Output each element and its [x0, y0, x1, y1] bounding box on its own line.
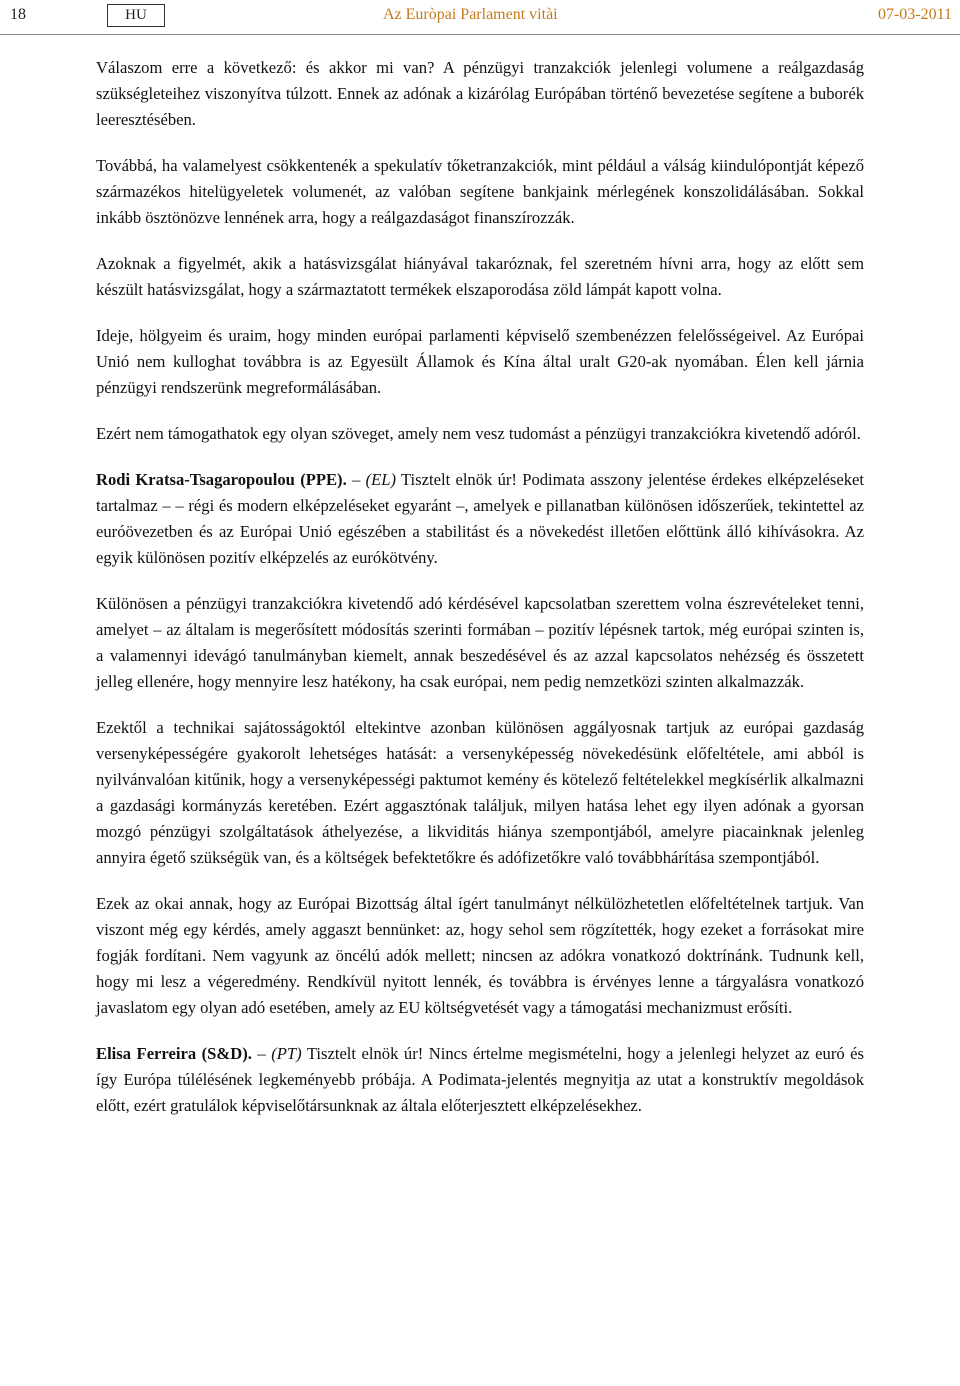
paragraph-3: Azoknak a figyelmét, akik a hatásvizsgálat hiányával takaróznak, fel szeretném hívni arra, hogy az előtt sem készült hatásvizsgálat, hogy a származtatott termékek elszaporodása zöld lámpát kapott volna.: [96, 254, 864, 299]
paragraph-2: Továbbá, ha valamelyest csökkentenék a spekulatív tőketranzakciók, mint például a válság kiindulópontját képező származékos hitelügyeletek volumenét, az valóban segítene bankjaink mérlegének konszolidálásában. Sokkal inkább ösztönözve lennének arra, hogy a reálgazdaságot finanszírozzák.: [96, 156, 864, 227]
paragraph-5: Ezért nem támogathatok egy olyan szöveget, amely nem vesz tudomást a pénzügyi tranzakciókra kivetendő adóról.: [96, 424, 861, 443]
paragraph-1: Válaszom erre a következő: és akkor mi van? A pénzügyi tranzakciók jelenlegi volumene a reálgazdaság szükségleteihez viszonyítva túlzott. Ennek az adónak a kizárólag Európában történő bevezetése segítene a buborék leeresztésében.: [96, 58, 864, 129]
speaker-name: Rodi Kratsa-Tsagaropoulou (PPE).: [96, 470, 347, 489]
session-date: 07-03-2011: [877, 6, 952, 23]
speech-language: (PT): [271, 1044, 302, 1063]
document-body: [96, 55, 864, 1139]
language-badge: HU: [107, 4, 165, 27]
dash: –: [352, 470, 366, 489]
page-header: [0, 0, 960, 35]
paragraph-6: [96, 467, 864, 571]
publication-title: Az Euròpai Parlament vitài: [383, 6, 558, 23]
paragraph-8: Ezektől a technikai sajátosságoktól eltekintve azonban különösen aggályosnak tartjuk az európai gazdaság versenyképességére gyakorolt lehetséges hatását: a versenyképesség növekedésünk előfeltétele, ami abból is nyilvánvalóan kitűnik, hogy a versenyképességi paktumot kemény és kötelező feltételekkel megkísérlik alkalmazni a gazdasági kormányzás keretében. Ezért aggasztónak találjuk, milyen hatása lehet egy ilyen adónak a gyorsan mozgó pénzügyi szolgáltatások áthelyezése, a likviditás hiánya szempontjából, amelyre piacainknak jelenleg annyira égető szükségük van, és a költségek befektetőkre és adófizetőkre való továbbhárítása szempontjából.: [96, 718, 864, 867]
paragraph-7: Különösen a pénzügyi tranzakciókra kivetendő adó kérdésével kapcsolatban szerettem volna észrevételeket tenni, amelyet – az általam is megerősített módosítás szerinti formában – pozitív lépésnek tartok, még európai szinten is, a valamennyi idevágó tanulmányban kiemelt, annak beszedésével és az azzal kapcsolatos nehézség és összetett jelleg ellenére, hogy mennyire lesz hatékony, ha csak európai, nem pedig nemzetközi szinten alkalmazzák.: [96, 594, 864, 691]
page-number: 18: [10, 6, 26, 23]
speech-text: Tisztelt elnök úr! Podimata asszony jelentése érdekes elképzeléseket tartalmaz – – régi és modern elképzeléseket egyaránt –, amelyek e pillanatban különösen időszerűek, tekintettel az euróövezetben és az Európai Unió egészében a stabilitást és a növekedést illetően előttünk álló kihívásokra. Az egyik különösen pozitív elképzelés az eurókötvény.: [96, 470, 864, 567]
speech-text: Tisztelt elnök úr! Nincs értelme megismételni, hogy a jelenlegi helyzet az euró és így Európa túlélésének legkeményebb próbája. A Podimata-jelentés megnyitja az utat a konstruktív megoldások előtt, ezért gratulálok képviselőtársunknak az általa előterjesztett elképzelésekhez.: [96, 1044, 864, 1115]
paragraph-9: Ezek az okai annak, hogy az Európai Bizottság által ígért tanulmányt nélkülözhetetlen előfeltételnek tartjuk. Van viszont még egy kérdés, amely aggaszt bennünket: az, hogy sehol sem rögzítették, hogy ezeket a forrásokat mire fogják fordítani. Nem vagyunk az öncélú adók mellett; nincsen az adókra vonatkozó doktrínánk. Tudnunk kell, hogy mi lesz a végeredmény. Rendkívül nyitott lennék, és továbbra is érvényes lenne a tárgyalásra vonatkozó javaslatom egy olyan adó esetében, amely az EU költségvetését vagy a támogatási mechanizmust erősíti.: [96, 894, 864, 1017]
paragraph-10: [96, 1041, 864, 1119]
speaker-name: Elisa Ferreira (S&D).: [96, 1044, 252, 1063]
dash: –: [257, 1044, 272, 1063]
paragraph-4: Ideje, hölgyeim és uraim, hogy minden európai parlamenti képviselő szembenézzen felelősségeivel. Az Európai Unió nem kulloghat továbbra is az Egyesült Államok és Kína által uralt G20-ak nyomában. Élen kell járnia pénzügyi rendszerünk megreformálásában.: [96, 326, 864, 397]
speech-language: (EL): [365, 470, 397, 489]
